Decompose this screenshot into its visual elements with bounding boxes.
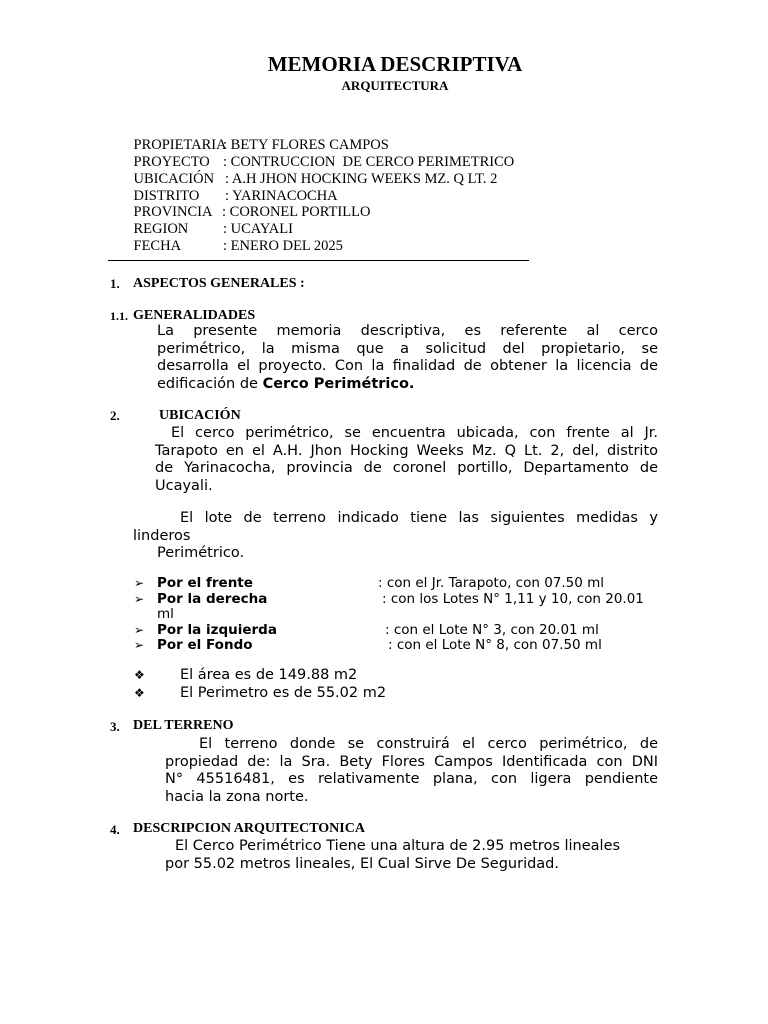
lindero-label: Por el frente [157,575,253,591]
section-title-descripcion-arquitectonica: DESCRIPCION ARQUITECTONICA [133,821,365,836]
paragraph-line: desarrolla el proyecto. Con la finalidad de obtener la licencia de [157,358,658,374]
arrow-bullet-icon: ➢ [134,576,145,590]
separator-line [108,260,529,261]
paragraph-line: hacia la zona norte. [165,788,309,805]
list-item [0,575,768,592]
info-value: : CORONEL PORTILLO [222,204,371,220]
section-title-aspectos-generales: ASPECTOS GENERALES : [133,276,305,291]
section-number: 1. [110,276,120,291]
descripcion-paragraph [165,838,658,873]
info-value: : UCAYALI [223,221,293,237]
paragraph-line: perimétrico, la misma que a solicitud del propietario, se [157,340,658,357]
perimeter-text: El Perimetro es de 55.02 m2 [180,685,387,701]
section-number: 3. [110,719,120,734]
paragraph-line [157,376,658,394]
info-value: : BETY FLORES CAMPOS [223,137,389,153]
paragraph-line: de Yarinacocha, provincia de coronel portillo, Departamento de [155,460,658,476]
section-number: 2. [110,408,120,423]
info-label: DISTRITO [133,188,200,204]
list-item [0,637,768,654]
diamond-bullet-icon: ❖ [134,668,145,682]
paragraph-line: Tarapoto en el A.H. Jhon Hocking Weeks Mz. Q Lt. 2, del, distrito [155,442,658,459]
paragraph-text: edificación de [157,375,263,392]
paragraph-line: Perimétrico. [157,545,245,561]
terreno-paragraph [165,736,658,806]
list-item [0,685,768,704]
info-label: REGION [133,221,189,237]
paragraph-line: El Cerco Perimétrico Tiene una altura de 2.95 metros lineales [175,838,621,854]
arrow-bullet-icon: ➢ [134,623,145,637]
lindero-value: : con los Lotes N° 1,11 y 10, con 20.01 [382,591,644,607]
paragraph-line: El lote de terreno indicado tiene las siguientes medidas y [180,510,658,526]
lindero-value: : con el Lote N° 3, con 20.01 ml [385,622,599,638]
section-title-generalidades: GENERALIDADES [133,308,256,323]
ubicacion-paragraph [155,425,658,495]
info-value: : ENERO DEL 2025 [223,238,343,254]
section-title-ubicacion: UBICACIÓN [159,408,241,423]
bold-term: Cerco Perimétrico. [262,375,415,392]
paragraph-line: linderos [133,527,191,544]
document-title: MEMORIA DESCRIPTIVA [267,52,523,76]
area-text: El área es de 149.88 m2 [180,667,358,683]
section-number: 1.1. [110,309,128,323]
list-item [0,591,768,608]
section-number: 4. [110,822,120,837]
lindero-label: Por el Fondo [157,637,253,653]
arrow-bullet-icon: ➢ [134,592,145,606]
info-value: : CONTRUCCION DE CERCO PERIMETRICO [223,154,515,170]
paragraph-line: propiedad de: la Sra. Bety Flores Campos Identificada con DNI [165,753,658,770]
info-value: : YARINACOCHA [225,188,338,204]
lindero-label: Por la izquierda [157,622,277,638]
paragraph-line: El cerco perimétrico, se encuentra ubicada, con frente al Jr. [171,425,658,441]
info-label: PROYECTO [133,154,210,170]
info-label: PROVINCIA [133,204,213,220]
info-label: UBICACIÓN [133,171,215,187]
lindero-label: Por la derecha [157,591,268,607]
list-item [0,667,768,686]
paragraph-line: La presente memoria descriptiva, es referente al cerco [157,323,658,339]
info-label: PROPIETARIA [133,137,227,153]
info-label: FECHA [133,238,182,254]
paragraph-line: El terreno donde se construirá el cerco perimétrico, de [199,736,658,752]
section-title-del-terreno: DEL TERRENO [133,718,234,733]
diamond-bullet-icon: ❖ [134,686,145,700]
generalidades-paragraph [157,323,658,393]
paragraph-line: por 55.02 metros lineales, El Cual Sirve De Seguridad. [165,855,559,872]
lote-paragraph [133,510,658,563]
info-value: : A.H JHON HOCKING WEEKS MZ. Q LT. 2 [225,171,498,187]
paragraph-line: N° 45516481, es relativamente plana, con ligera pendiente [165,771,658,787]
arrow-bullet-icon: ➢ [134,638,145,652]
lindero-value: : con el Jr. Tarapoto, con 07.50 ml [378,575,605,591]
document-subtitle: ARQUITECTURA [341,78,449,93]
lindero-continuation: ml [157,606,174,622]
paragraph-line: Ucayali. [155,477,213,494]
lindero-value: : con el Lote N° 8, con 07.50 ml [388,637,602,653]
